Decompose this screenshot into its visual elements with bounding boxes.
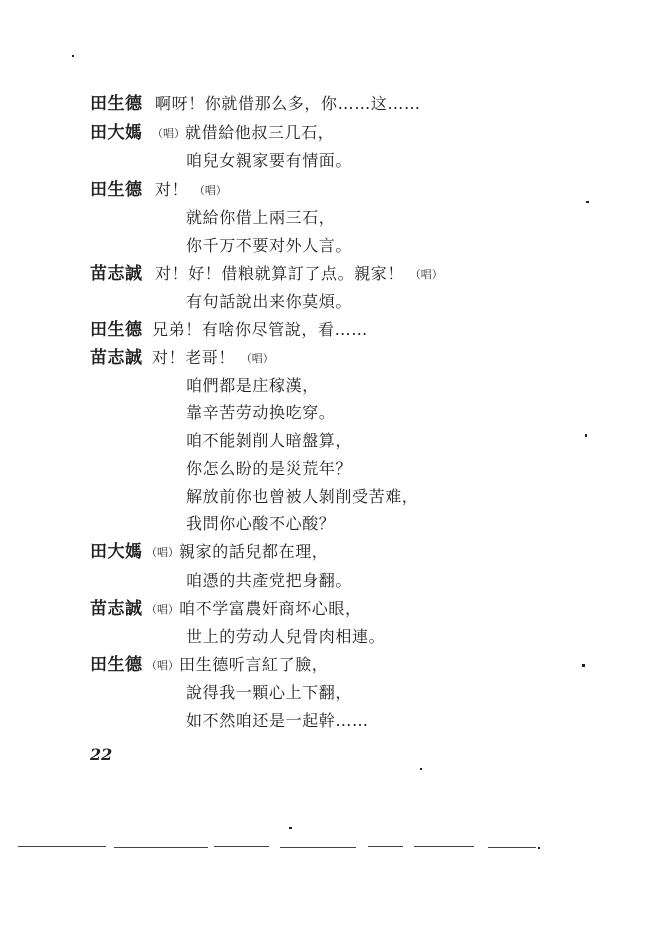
dialogue-text <box>152 346 274 371</box>
spoken-text: 对！老哥！ <box>152 348 236 367</box>
stage-direction-sing: （唱） <box>240 352 274 365</box>
scan-rule-segment <box>214 846 269 847</box>
dialogue-text <box>146 597 362 622</box>
scan-rule-segment <box>368 846 403 847</box>
lyric-text: 靠辛苦劳动换吃穿。 <box>186 403 336 422</box>
lyric-text: 我問你心酸不心酸？ <box>186 514 336 533</box>
speaker-name: 田大媽 <box>90 542 143 562</box>
speaker-name: 苗志誠 <box>90 264 143 284</box>
lyric-text: 就給你借上兩三石， <box>186 208 336 227</box>
speaker-name: 田大媽 <box>90 123 143 143</box>
dialogue-text <box>152 121 334 146</box>
lyric-text: 說得我一顆心上下翻， <box>186 683 353 702</box>
speaker-name: 苗志誠 <box>90 599 143 619</box>
scan-speck <box>420 768 422 770</box>
speaker-name: 田生德 <box>90 180 143 200</box>
scan-rule-segment <box>114 847 208 848</box>
lyric-text: 世上的劳动人兒骨肉相連。 <box>186 627 386 646</box>
speaker-name: 田生德 <box>90 320 143 340</box>
scan-speck <box>289 827 292 829</box>
dialogue-text <box>146 653 328 678</box>
scan-speck <box>538 847 540 849</box>
speaker-name: 田生德 <box>90 94 143 114</box>
lyric-text: 咱兒女親家要有情面。 <box>186 151 353 170</box>
scan-rule-segment <box>18 846 106 847</box>
lyric-text: 咱不学富農奸商坏心眼， <box>179 599 362 618</box>
lyric-text: 咱們都是庄稼漢， <box>186 376 319 395</box>
spoken-text: 对！ <box>155 180 189 199</box>
lyric-text: 就借給他叔三几石， <box>185 123 335 142</box>
page-number: 22 <box>90 745 113 764</box>
speaker-name: 田生德 <box>90 655 143 675</box>
lyric-text: 田生德听言紅了臉， <box>179 655 329 674</box>
dialogue-text: 啊呀！你就借那么多，你……这…… <box>155 94 421 113</box>
stage-direction-sing: （唱） <box>146 546 179 559</box>
stage-direction-sing: （唱） <box>193 184 227 197</box>
lyric-text: 解放前你也曾被人剝削受苦难， <box>186 487 419 506</box>
lyric-text: 咱憑的共產党把身翻。 <box>186 571 353 590</box>
lyric-text: 咱不能剝削人暗盤算， <box>186 431 353 450</box>
spoken-text: 对！好！借粮就算訂了点。親家！ <box>155 264 405 283</box>
stage-direction-sing: （唱） <box>152 127 185 140</box>
speaker-name: 苗志誠 <box>90 348 143 368</box>
stage-direction-sing: （唱） <box>409 268 443 281</box>
lyric-text: 親家的話兒都在理， <box>179 542 329 561</box>
stage-direction-sing: （唱） <box>146 659 179 672</box>
dialogue-text <box>146 540 328 565</box>
lyric-text: 你怎么盼的是災荒年？ <box>186 459 353 478</box>
dialogue-text <box>155 178 227 203</box>
lyric-text: 你千万不要对外人言。 <box>186 236 353 255</box>
lyric-text: 如不然咱还是一起幹…… <box>186 711 369 730</box>
dialogue-text <box>155 262 443 287</box>
scan-rule-segment <box>488 847 536 848</box>
stage-direction-sing: （唱） <box>146 603 179 616</box>
scan-rule-segment <box>280 847 356 848</box>
scan-edge-rule <box>18 846 538 852</box>
dialogue-text: 兄弟！有啥你尽管說，看…… <box>152 320 368 339</box>
lyric-text: 有句話說出来你莫煩。 <box>186 292 353 311</box>
scan-rule-segment <box>414 846 474 847</box>
